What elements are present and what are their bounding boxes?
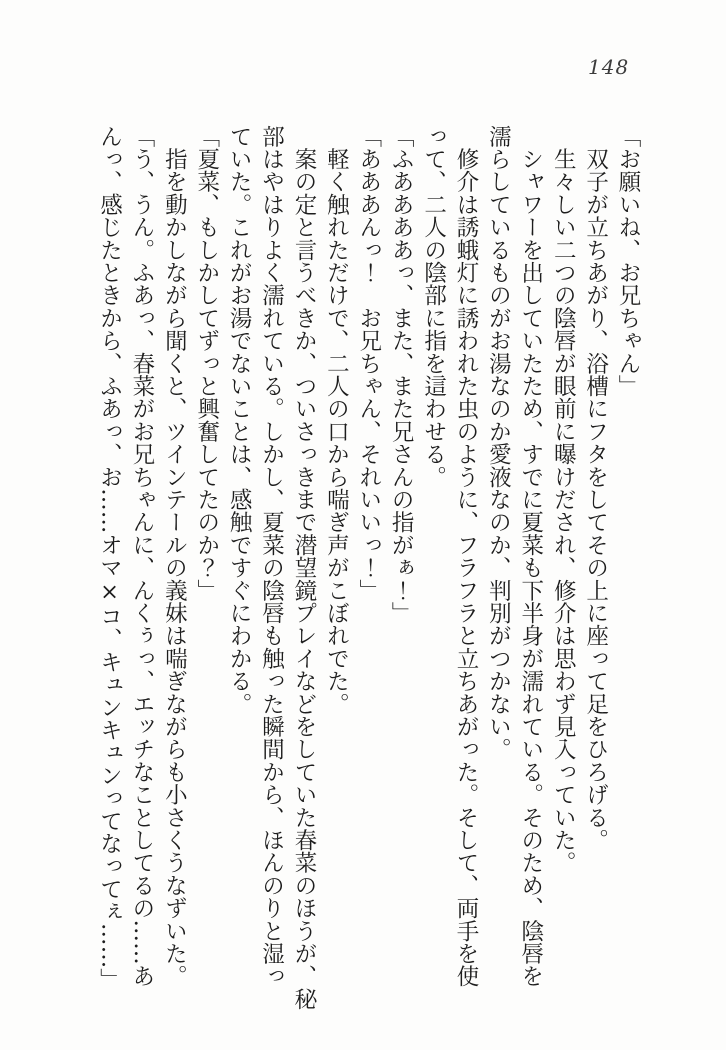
text-line: って、二人の陰部に指を這わせる。 <box>420 125 447 489</box>
text-line: 濡らしているものがお湯なのか愛液なのか、判別がつかない。 <box>485 125 512 761</box>
text-line: 「お願いね、お兄ちゃん」 <box>615 125 641 398</box>
text-line: 「ふああああっ、また、また兄さんの指がぁ！」 <box>388 125 415 625</box>
page-number: 148 <box>588 55 630 79</box>
text-line: 「う、うん。ふあっ、春菜がお兄ちゃんに、んくぅっ、エッチなことしてるの……あ <box>128 125 155 988</box>
text-line: 指を動かしながら聞くと、ツインテールの義妹は喘ぎながらも小さくうなずいた。 <box>161 125 188 988</box>
text-line: 「あああんっ！ お兄ちゃん、それいいっ！」 <box>355 125 382 602</box>
text-line: 生々しい二つの陰唇が眼前に曝けだされ、修介は思わず見入っていた。 <box>550 125 577 875</box>
text-line: 「夏菜、もしかしてずっと興奮してたのか？」 <box>193 125 220 602</box>
text-line: ていた。これがお湯でないことは、感触ですぐにわかる。 <box>226 125 253 716</box>
text-line: シャワーを出していたため、すでに夏菜も下半身が濡れている。そのため、陰唇を <box>517 125 544 988</box>
text-line: 軽く触れただけで、二人の口から喘ぎ声がこぼれでた。 <box>323 125 350 716</box>
text-line: んっ、感じたときから、ふあっ、お……オマ×コ、キュンキュンってなってぇ……」 <box>96 125 123 992</box>
text-line: 部はやはりよく濡れている。しかし、夏菜の陰唇も触った瞬間から、ほんのりと湿っ <box>258 125 285 988</box>
vertical-text-block <box>93 125 644 1015</box>
text-line: 双子が立ちあがり、浴槽にフタをしてその上に座って足をひろげる。 <box>582 125 609 852</box>
text-line: 案の定と言うべきか、ついさっきまで潜望鏡プレイなどをしていた春菜のほうが、秘 <box>290 125 317 1011</box>
text-line: 修介は誘蛾灯に誘われた虫のように、フラフラと立ちあがった。そして、両手を使 <box>452 125 479 988</box>
